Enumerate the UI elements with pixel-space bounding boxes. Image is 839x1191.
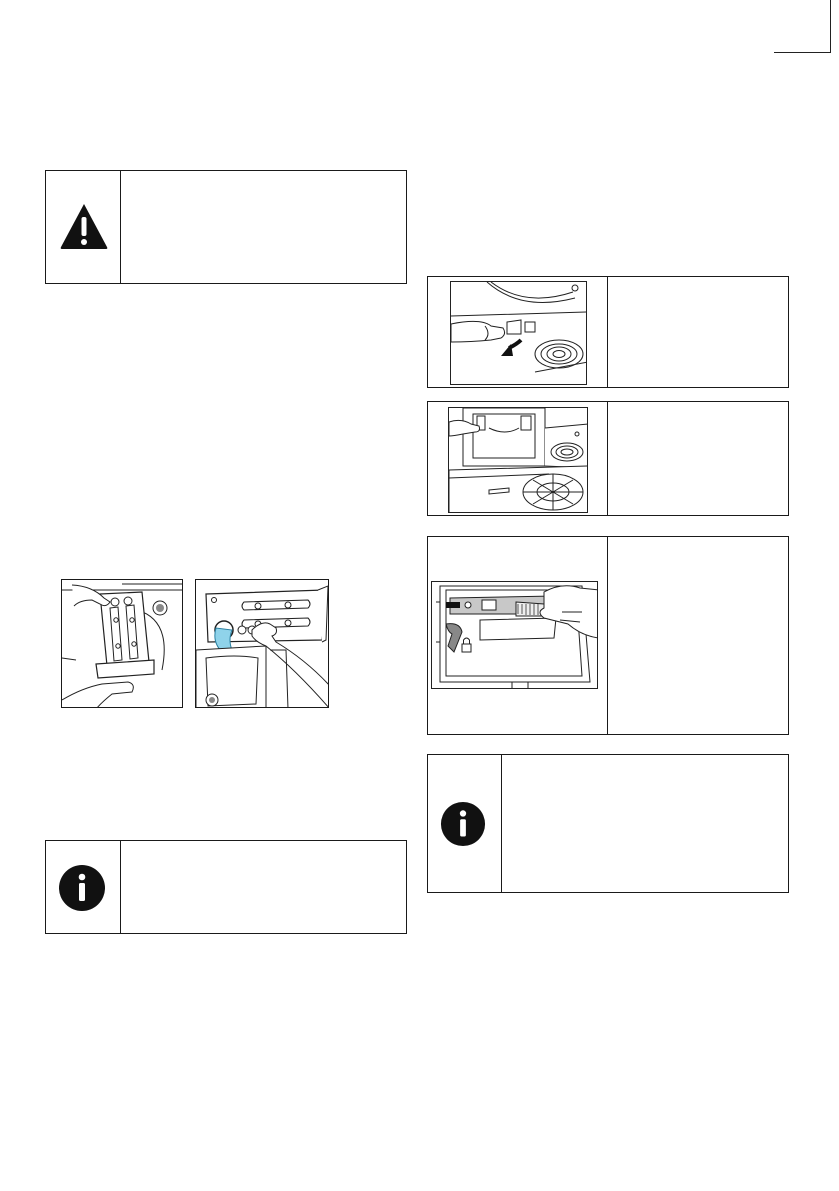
- step-box-1: [427, 276, 789, 388]
- info-box-right: [427, 754, 789, 893]
- detergent-drawer-removal-illustration: [61, 579, 183, 708]
- step-box-2: [427, 401, 789, 516]
- warning-triangle-icon: [58, 201, 110, 251]
- filter-cover-open-illustration: [450, 281, 587, 385]
- info-icon: [58, 864, 106, 912]
- filter-brush-cleaning-illustration: [431, 581, 598, 689]
- warning-box: [45, 170, 407, 284]
- info-icon: [440, 801, 486, 847]
- step-box-3: [427, 536, 789, 735]
- detergent-drawer-rinse-illustration: [195, 579, 329, 708]
- condenser-access-illustration: [448, 407, 588, 513]
- crop-mark-top-right: [774, 0, 831, 53]
- info-box-left: [45, 840, 407, 934]
